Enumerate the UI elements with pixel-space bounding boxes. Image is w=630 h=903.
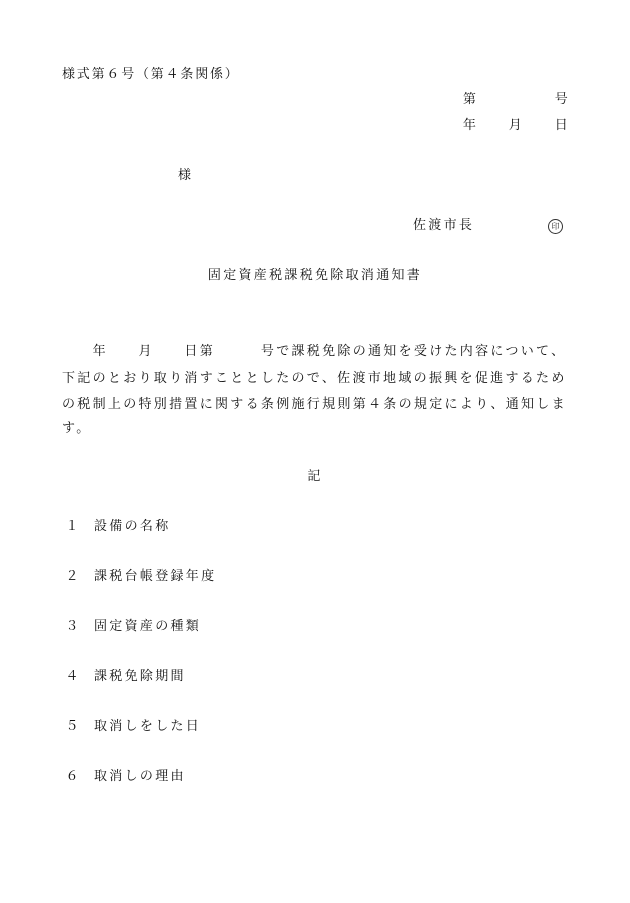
body-line: の税制上の特別措置に関する条例施行規則第４条の規定により、通知しま (62, 397, 567, 412)
item-label: 設備の名称 (94, 519, 171, 534)
item-number: ３ (65, 619, 79, 634)
document-number-line: 第 号 (462, 92, 570, 107)
item-number: ５ (65, 719, 79, 734)
form-label: 様式第６号（第４条関係） (62, 67, 240, 82)
body-line: す。 (62, 421, 92, 436)
item-label: 取消しの理由 (94, 769, 186, 784)
item-label: 取消しをした日 (94, 719, 202, 734)
body-line: 年 月 日第 号で課税免除の通知を受けた内容について、 (62, 344, 567, 359)
item-number: ６ (65, 769, 79, 784)
item-label: 固定資産の種類 (94, 619, 202, 634)
body-line: 下記のとおり取り消すこととしたので、佐渡市地域の振興を促進するため (62, 371, 567, 386)
item-number: １ (65, 519, 79, 534)
document-title: 固定資産税課税免除取消通知書 (207, 268, 423, 283)
item-number: ２ (65, 569, 79, 584)
addressee-suffix: 様 (178, 168, 194, 183)
item-number: ４ (65, 669, 79, 684)
document-date-line: 年 月 日 (462, 118, 570, 133)
item-label: 課税台帳登録年度 (94, 569, 217, 584)
ki-heading: 記 (307, 469, 323, 484)
item-label: 課税免除期間 (94, 669, 186, 684)
sender-name: 佐渡市長 (413, 218, 475, 233)
seal-icon: 印 (548, 219, 563, 234)
